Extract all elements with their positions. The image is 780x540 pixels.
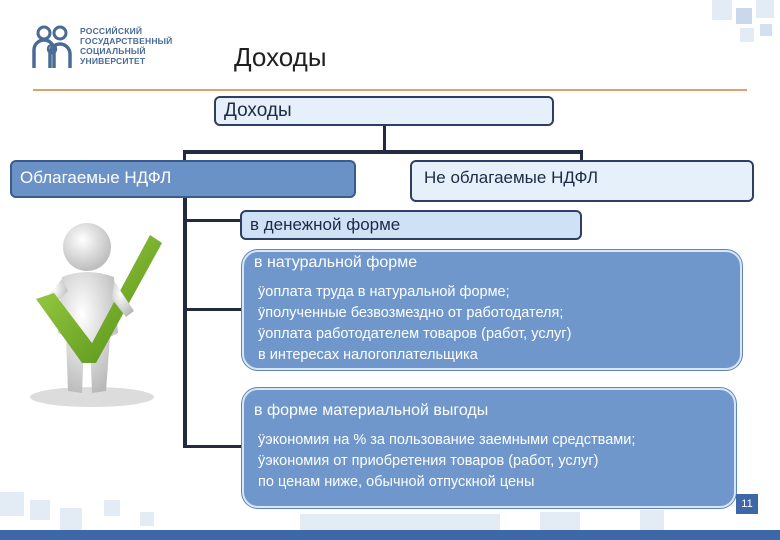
connector-branch-benefit bbox=[183, 445, 245, 448]
decor-square bbox=[740, 28, 754, 42]
list-item: ÿоплата работодателем товаров (работ, услуг) bbox=[258, 326, 572, 342]
decor-square bbox=[736, 8, 752, 24]
node-in-kind-items bbox=[244, 282, 740, 366]
decor-square bbox=[140, 512, 154, 526]
decor-square bbox=[640, 510, 664, 530]
node-material-benefit bbox=[242, 388, 736, 508]
decor-square bbox=[540, 512, 580, 530]
university-logo-icon bbox=[30, 24, 74, 70]
logo-line: УНИВЕРСИТЕТ bbox=[80, 56, 146, 66]
connector-branch-in-kind bbox=[183, 308, 245, 311]
decor-square bbox=[0, 492, 24, 516]
decor-square bbox=[760, 24, 772, 36]
decor-square bbox=[104, 500, 120, 516]
connector-horizontal bbox=[183, 150, 583, 154]
decor-square bbox=[60, 508, 82, 530]
slide-title: Доходы bbox=[234, 42, 327, 72]
page-number: 11 bbox=[736, 494, 758, 514]
node-non-taxable bbox=[410, 160, 754, 202]
title-divider bbox=[33, 89, 747, 91]
node-material-benefit-title: в форме материальной выгоды bbox=[254, 402, 489, 419]
decor-square bbox=[712, 0, 732, 20]
connector-branch-cash bbox=[183, 219, 245, 222]
node-taxable-label: Облагаемые НДФЛ bbox=[20, 168, 172, 187]
logo-line: СОЦИАЛЬНЫЙ bbox=[80, 46, 146, 56]
list-item: по ценам ниже, обычной отпускной цены bbox=[258, 474, 535, 490]
node-cash-label: в денежной форме bbox=[250, 215, 401, 234]
node-in-kind bbox=[242, 250, 742, 370]
node-cash bbox=[240, 210, 582, 240]
logo-line: РОССИЙСКИЙ bbox=[80, 26, 143, 36]
logo-line: ГОСУДАРСТВЕННЫЙ bbox=[80, 36, 173, 46]
list-item: в интересах налогоплательщика bbox=[258, 347, 478, 363]
bottom-bar bbox=[0, 530, 780, 540]
person-with-checkmark-icon bbox=[22, 215, 172, 410]
node-material-benefit-items bbox=[244, 430, 734, 493]
list-item: ÿоплата труда в натуральной форме; bbox=[258, 284, 510, 300]
connector-root-down bbox=[383, 125, 386, 151]
node-root bbox=[214, 96, 554, 126]
decor-square bbox=[756, 0, 774, 18]
decor-square bbox=[300, 514, 500, 530]
decor-square bbox=[30, 500, 50, 520]
connector-trunk bbox=[183, 198, 187, 448]
node-taxable bbox=[10, 160, 356, 198]
list-item: ÿполученные безвозмездно от работодателя; bbox=[258, 305, 564, 321]
node-root-label: Доходы bbox=[224, 100, 292, 121]
list-item: ÿэкономия на % за пользование заемными средствами; bbox=[258, 432, 636, 448]
node-in-kind-title: в натуральной форме bbox=[254, 254, 418, 271]
node-non-taxable-label: Не облагаемые НДФЛ bbox=[424, 168, 599, 187]
list-item: ÿэкономия от приобретения товаров (работ, услуг) bbox=[258, 453, 599, 469]
logo-text bbox=[80, 26, 173, 66]
